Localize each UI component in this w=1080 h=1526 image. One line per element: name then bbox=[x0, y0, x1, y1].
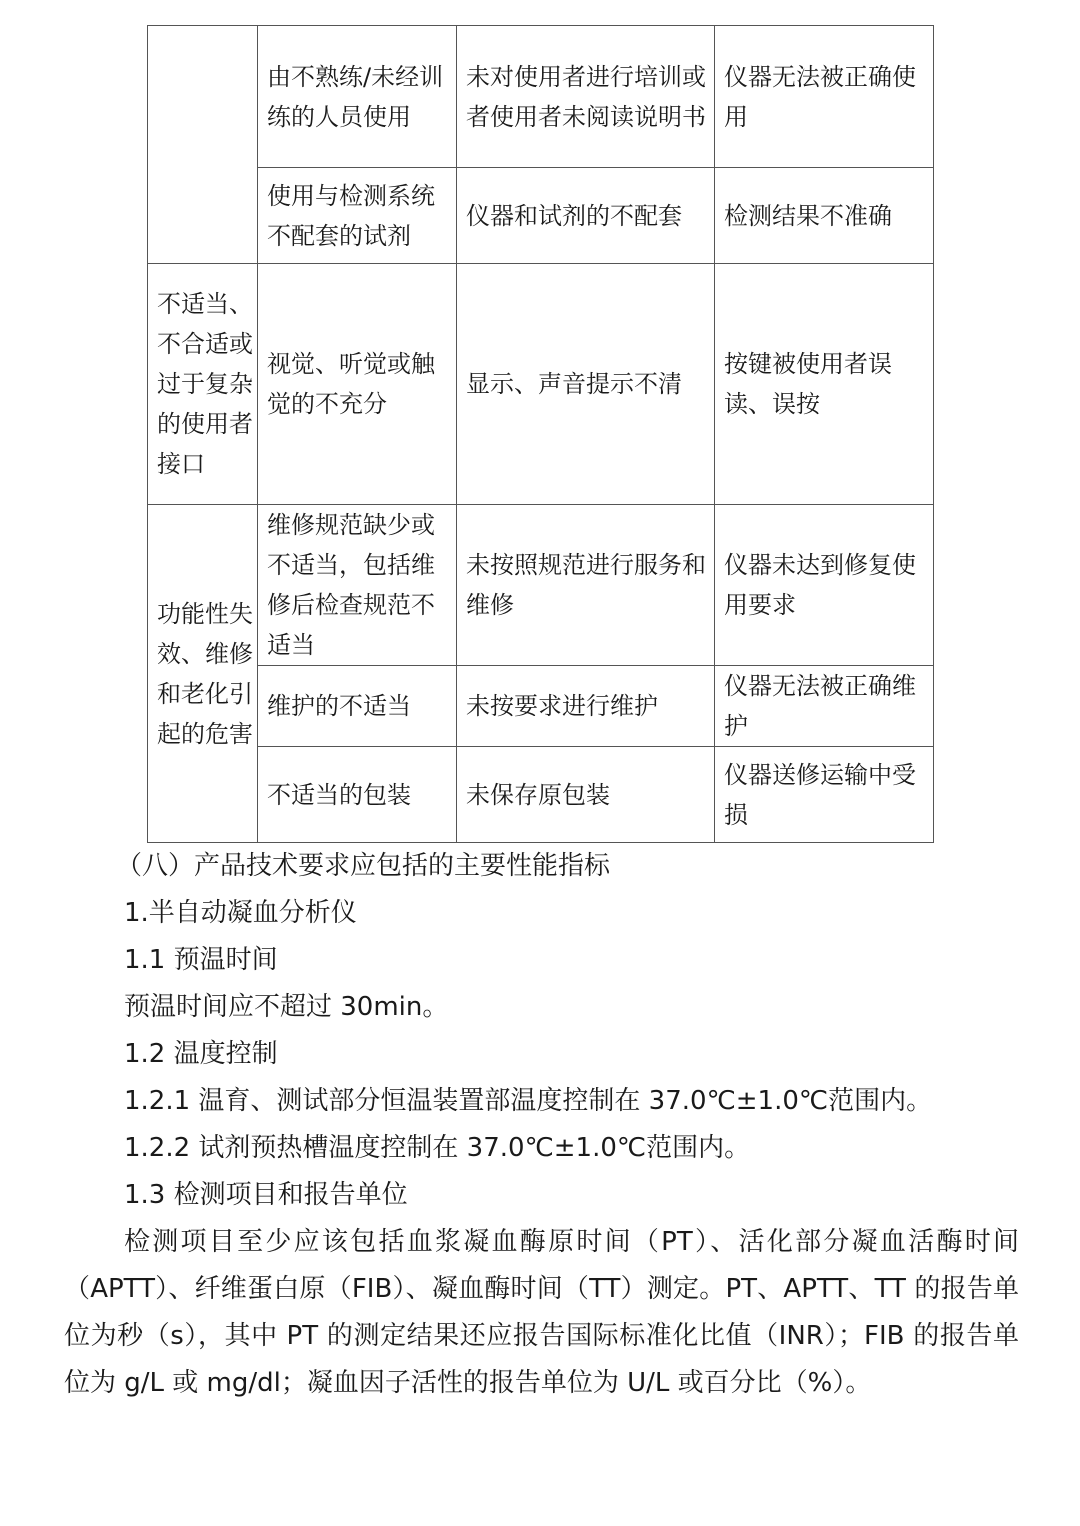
scenario-cell: 未对使用者进行培训或者使用者未阅读说明书 bbox=[457, 26, 715, 168]
paragraph: 1.2.2 试剂预热槽温度控制在 37.0℃±1.0℃范围内。 bbox=[124, 1133, 751, 1163]
table-row bbox=[148, 26, 934, 168]
table-row bbox=[148, 747, 934, 843]
hazard-cell: 功能性失效、维修和老化引起的危害 bbox=[148, 505, 258, 843]
harm-cell: 仪器无法被正确维护 bbox=[715, 666, 934, 747]
harm-cell: 仪器送修运输中受损 bbox=[715, 747, 934, 843]
cause-cell: 视觉、听觉或触觉的不充分 bbox=[258, 264, 457, 505]
cause-cell: 维修规范缺少或不适当，包括维修后检查规范不适当 bbox=[258, 505, 457, 666]
table-row bbox=[148, 666, 934, 747]
hazard-cell bbox=[148, 26, 258, 264]
scenario-cell: 未按要求进行维护 bbox=[457, 666, 715, 747]
section-heading: （八）产品技术要求应包括的主要性能指标 bbox=[116, 851, 611, 881]
scenario-cell: 仪器和试剂的不配套 bbox=[457, 168, 715, 264]
harm-cell: 按键被使用者误读、误按 bbox=[715, 264, 934, 505]
cause-cell: 维护的不适当 bbox=[258, 666, 457, 747]
harm-cell: 仪器未达到修复使用要求 bbox=[715, 505, 934, 666]
item-heading: 1.半自动凝血分析仪 bbox=[124, 898, 357, 928]
scenario-cell: 未按照规范进行服务和维修 bbox=[457, 505, 715, 666]
document-body bbox=[64, 843, 1019, 1407]
scenario-cell: 显示、声音提示不清 bbox=[457, 264, 715, 505]
subitem-heading: 1.1 预温时间 bbox=[124, 945, 278, 975]
table-row bbox=[148, 505, 934, 666]
subitem-heading: 1.3 检测项目和报告单位 bbox=[124, 1180, 408, 1210]
risk-analysis-table bbox=[147, 25, 934, 843]
subitem-heading: 1.2 温度控制 bbox=[124, 1039, 278, 1069]
paragraph: 预温时间应不超过 30min。 bbox=[124, 992, 449, 1022]
table-row bbox=[148, 168, 934, 264]
cause-cell: 由不熟练/未经训练的人员使用 bbox=[258, 26, 457, 168]
cause-cell: 使用与检测系统不配套的试剂 bbox=[258, 168, 457, 264]
scenario-cell: 未保存原包装 bbox=[457, 747, 715, 843]
cause-cell: 不适当的包装 bbox=[258, 747, 457, 843]
paragraph: 1.2.1 温育、测试部分恒温装置部温度控制在 37.0℃±1.0℃范围内。 bbox=[124, 1086, 933, 1116]
harm-cell: 仪器无法被正确使用 bbox=[715, 26, 934, 168]
paragraph: 检测项目至少应该包括血浆凝血酶原时间（PT）、活化部分凝血活酶时间（APTT）、纤维蛋白原（FIB）、凝血酶时间（TT）测定。PT、APTT、TT 的报告单位为秒（s），其中 PT 的测定结果还应报告国际标准化比值（INR）；FIB 的报告单位为 g/L 或 mg/dl；凝血因子活性的报告单位为 U/L 或百分比（%）。 bbox=[64, 1227, 1019, 1398]
harm-cell: 检测结果不准确 bbox=[715, 168, 934, 264]
hazard-cell: 不适当、不合适或过于复杂的使用者接口 bbox=[148, 264, 258, 505]
table-row bbox=[148, 264, 934, 505]
